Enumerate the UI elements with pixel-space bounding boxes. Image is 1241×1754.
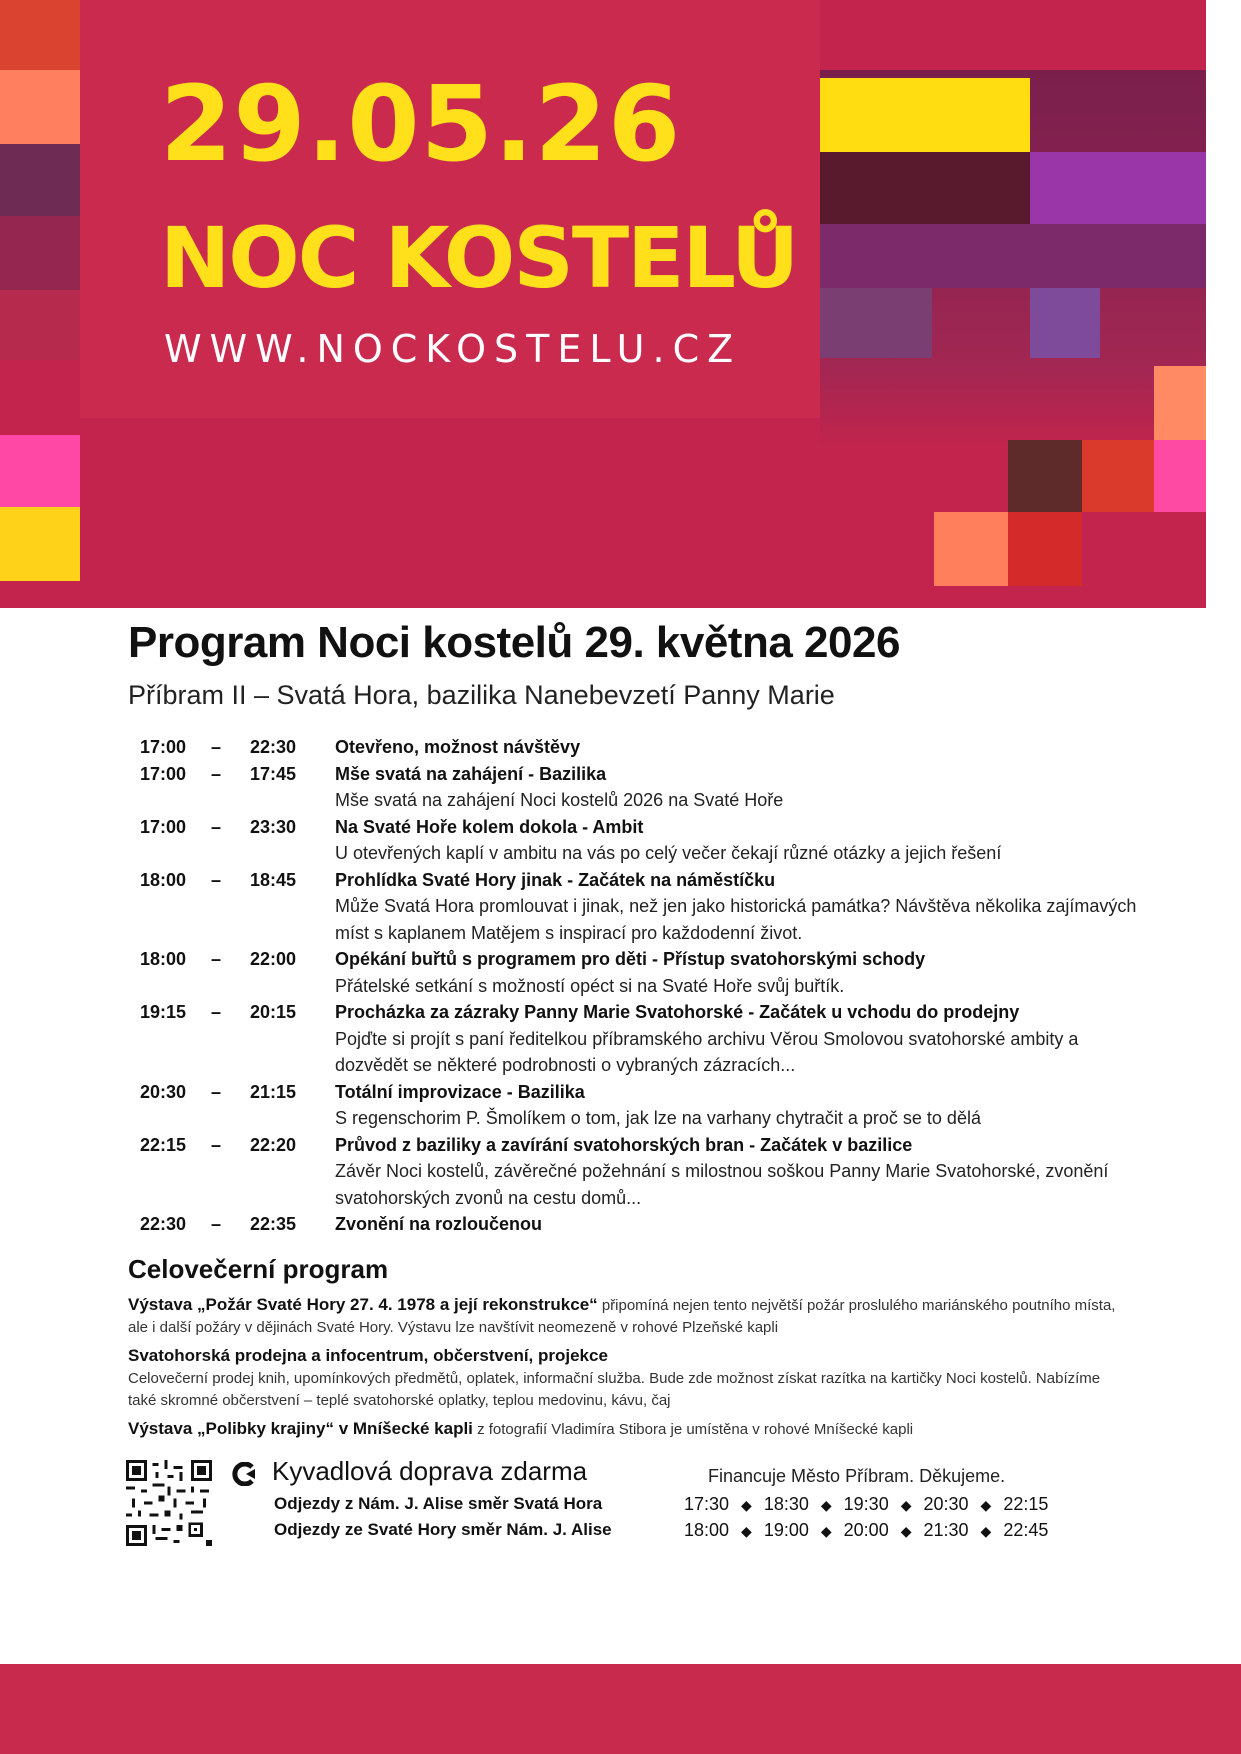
schedule-row: [140, 1132, 1140, 1212]
deco-square: [820, 288, 932, 358]
departure-time: 22:15: [1003, 1494, 1049, 1514]
departure-time: 17:30: [684, 1494, 730, 1514]
footer-band: [0, 1664, 1241, 1754]
diamond-separator-icon: ◆: [820, 1523, 832, 1539]
deco-square: [0, 435, 80, 507]
allday-list: [128, 1294, 1128, 1447]
schedule-row: [140, 734, 1140, 761]
page-title: Program Noci kostelů 29. května 2026: [128, 618, 900, 667]
time-dash: –: [210, 869, 221, 890]
event-title: Zvonění na rozloučenou: [335, 1214, 543, 1234]
event-title: Prohlídka Svaté Hory jinak - Začátek na náměstíčku: [335, 869, 776, 890]
deco-square: [0, 216, 80, 290]
event-title: Totální improvizace - Bazilika: [335, 1081, 585, 1102]
time-dash: –: [210, 737, 221, 757]
departure-time: 20:00: [843, 1520, 889, 1540]
departure-times-2: [684, 1520, 1048, 1541]
event-description: Přátelské setkání s možností opéct si na Svaté Hoře svůj buřtík.: [335, 975, 845, 996]
allday-item-title: Výstava „Polibky krajiny“ v Mníšecké kapli: [128, 1419, 473, 1438]
diamond-separator-icon: ◆: [741, 1523, 752, 1539]
departure-time: 20:30: [923, 1494, 969, 1514]
deco-square: [0, 70, 80, 144]
shuttle-arrow-icon: [232, 1462, 256, 1486]
diamond-separator-icon: ◆: [820, 1497, 832, 1513]
deco-square: [1008, 440, 1082, 512]
end-time: 22:35: [250, 1214, 297, 1234]
deco-square: [0, 507, 80, 581]
allday-item-text: připomíná nejen tento největší požár proslulého mariánského poutního místa, ale i další požáry v dějinách Svaté Hory. Výstavu lze navštívit neomezeně v rohové Plzeňské kapli: [128, 1297, 1116, 1336]
end-time: 23:30: [250, 816, 297, 837]
deco-square: [1154, 366, 1206, 440]
time-dash: –: [210, 763, 221, 784]
event-title: Průvod z baziliky a zavírání svatohorských bran - Začátek v bazilice: [335, 1134, 913, 1155]
event-description: U otevřených kaplí v ambitu na vás po celý večer čekají různé otázky a jejich řešení: [335, 843, 1002, 863]
end-time: 20:15: [250, 1002, 297, 1022]
departure-time: 18:30: [763, 1494, 809, 1514]
diamond-separator-icon: ◆: [900, 1523, 912, 1539]
diamond-separator-icon: ◆: [980, 1523, 992, 1539]
event-title: Na Svaté Hoře kolem dokola - Ambit: [335, 816, 644, 837]
event-date: 29.05.26: [160, 63, 682, 185]
allday-item-title: Výstava „Požár Svaté Hory 27. 4. 1978 a její rekonstrukce“: [128, 1295, 598, 1314]
deco-square: [820, 224, 1206, 288]
start-time: 19:15: [140, 1002, 187, 1022]
end-time: 21:15: [250, 1081, 297, 1102]
deco-square: [820, 152, 1030, 224]
allday-item-title: Svatohorská prodejna a infocentrum, občerstvení, projekce: [128, 1346, 608, 1365]
end-time: 22:00: [250, 949, 297, 969]
start-time: 22:15: [140, 1134, 187, 1155]
deco-square: [0, 290, 80, 360]
start-time: 18:00: [140, 869, 187, 890]
start-time: 17:00: [140, 816, 187, 837]
event-name: NOC KOSTELŮ: [160, 209, 798, 307]
end-time: 22:30: [250, 737, 297, 757]
start-time: 17:00: [140, 737, 187, 757]
schedule-row: [140, 1211, 1140, 1238]
schedule-row: [140, 946, 1140, 999]
page-subtitle: Příbram II – Svatá Hora, bazilika Nanebevzetí Panny Marie: [128, 680, 835, 710]
event-url[interactable]: WWW.NOCKOSTELU.CZ: [164, 327, 742, 371]
event-title: Procházka za zázraky Panny Marie Svatohorské - Začátek u vchodu do prodejny: [335, 1002, 1020, 1022]
time-dash: –: [210, 1002, 221, 1022]
event-title: Otevřeno, možnost návštěvy: [335, 737, 581, 757]
diamond-separator-icon: ◆: [741, 1497, 752, 1513]
deco-square: [1154, 440, 1206, 512]
end-time: 18:45: [250, 869, 297, 890]
schedule-row: [140, 867, 1140, 947]
departures-label-2: Odjezdy ze Svaté Hory směr Nám. J. Alise: [274, 1520, 612, 1539]
time-dash: –: [210, 949, 221, 969]
deco-square: [1008, 512, 1082, 586]
time-dash: –: [210, 1214, 221, 1234]
end-time: 22:20: [250, 1134, 297, 1155]
departure-time: 22:45: [1003, 1520, 1049, 1540]
schedule-row: [140, 814, 1140, 867]
diamond-separator-icon: ◆: [980, 1497, 992, 1513]
time-dash: –: [210, 1081, 221, 1102]
allday-heading: Celovečerní program: [128, 1254, 389, 1284]
departure-time: 19:30: [843, 1494, 889, 1514]
allday-item: [128, 1345, 1128, 1412]
departure-time: 19:00: [763, 1520, 809, 1540]
time-dash: –: [210, 1134, 221, 1155]
schedule-list: [140, 734, 1140, 1238]
allday-item: [128, 1294, 1128, 1339]
schedule-row: [140, 1079, 1140, 1132]
funding-note: Financuje Město Příbram. Děkujeme.: [708, 1466, 1006, 1486]
deco-square: [0, 144, 80, 216]
allday-item-text: Celovečerní prodej knih, upomínkových předmětů, oplatek, informační služba. Bude zde možnost získat razítka na kartičky Noci kostelů. Nabízíme také skromné občerstvení – teplé svatohorské oplatky, teplou medovinu, kávu, čaj: [128, 1370, 1101, 1409]
poster-banner: [0, 0, 1206, 608]
departure-time: 18:00: [684, 1520, 730, 1540]
departure-times-1: [684, 1494, 1048, 1515]
deco-square: [0, 0, 80, 70]
schedule-row: [140, 999, 1140, 1079]
start-time: 20:30: [140, 1081, 187, 1102]
allday-item: [128, 1418, 1128, 1441]
event-title: Mše svatá na zahájení - Bazilika: [335, 763, 607, 784]
event-description: S regenschorim P. Šmolíkem o tom, jak lze na varhany chytračit a proč se to dělá: [335, 1108, 981, 1128]
time-dash: –: [210, 816, 221, 837]
event-description: Závěr Noci kostelů, závěrečné požehnání s milostnou soškou Panny Marie Svatohorské, zvonění svatohorských zvonů na cestu domů...: [335, 1161, 1109, 1208]
allday-item-text: z fotografií Vladimíra Stibora je umístěna v rohové Mníšecké kapli: [472, 1421, 914, 1438]
event-description: Pojďte si projít s paní ředitelkou příbramského archivu Věrou Smolovou svatohorské ambity a dozvědět se některé podrobnosti o vybraných zázracích...: [335, 1028, 1079, 1075]
diamond-separator-icon: ◆: [900, 1497, 912, 1513]
qr-code[interactable]: [126, 1460, 212, 1546]
deco-square: [934, 512, 1008, 586]
schedule-row: [140, 761, 1140, 814]
start-time: 17:00: [140, 763, 187, 784]
event-title: Opékání buřtů s programem pro děti - Přístup svatohorskými schody: [335, 949, 926, 969]
start-time: 22:30: [140, 1214, 187, 1234]
departure-time: 21:30: [923, 1520, 969, 1540]
deco-square: [1082, 440, 1154, 512]
event-description: Mše svatá na zahájení Noci kostelů 2026 na Svaté Hoře: [335, 790, 784, 810]
end-time: 17:45: [250, 763, 297, 784]
deco-square: [1030, 288, 1100, 358]
start-time: 18:00: [140, 949, 187, 969]
event-description: Může Svatá Hora promlouvat i jinak, než jen jako historická památka? Návštěva několika zajímavých míst s kaplanem Matějem s inspirací pro každodenní život.: [335, 896, 1137, 943]
departures-label-1: Odjezdy z Nám. J. Alise směr Svatá Hora: [274, 1494, 603, 1513]
shuttle-title: Kyvadlová doprava zdarma: [272, 1456, 588, 1486]
deco-square: [820, 78, 1030, 152]
deco-square: [1030, 152, 1206, 224]
